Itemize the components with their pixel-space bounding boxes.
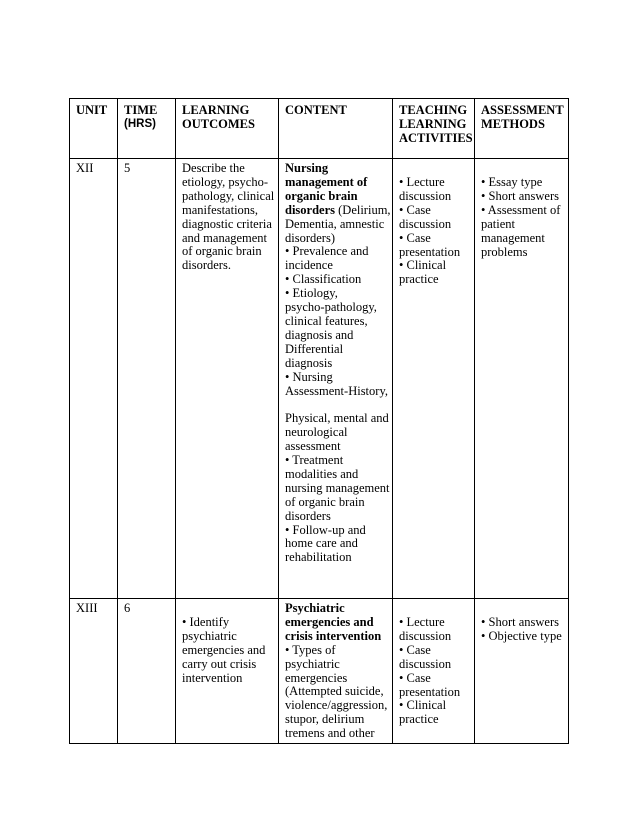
time-cell: 5 <box>117 158 175 598</box>
header-content: CONTENT <box>278 98 392 158</box>
unit-cell: XII <box>69 158 117 598</box>
unit-cell: XIII <box>69 598 117 744</box>
header-assessment-methods: ASSESSMENT METHODS <box>474 98 569 158</box>
time-cell: 6 <box>117 598 175 744</box>
content-cell: Nursing management of organic brain disorders (Delirium, Dementia, amnestic disorders) • Prevalence and incidence • Classification • Etiology, psycho-pathology, clinical features, diagnosis and Differential diagnosis • Nursing Assessment-History, Physical, mental and neurological assessment • Treatment modalities and nursing management of organic brain disorders • Follow-up and home care and rehabilitation <box>278 158 392 598</box>
content-cell: Psychiatric emergencies and crisis intervention • Types of psychiatric emergencies (Attempted suicide, violence/aggression, stupor, delirium tremens and other <box>278 598 392 744</box>
assessment-methods-cell: • Essay type • Short answers • Assessment of patient management problems <box>474 158 569 598</box>
learning-outcomes-cell: • Identify psychiatric emergencies and carry out crisis intervention <box>175 598 278 744</box>
table-row <box>69 598 569 744</box>
table-row <box>69 158 569 598</box>
teaching-activities-cell: • Lecture discussion • Case discussion • Case presentation • Clinical practice <box>392 158 474 598</box>
header-unit: UNIT <box>69 98 117 158</box>
header-time: TIME (HRS) <box>117 98 175 158</box>
header-learning-outcomes: LEARNING OUTCOMES <box>175 98 278 158</box>
assessment-methods-cell: • Short answers • Objective type <box>474 598 569 744</box>
syllabus-table <box>69 98 569 744</box>
header-teaching-learning-activities: TEACHING LEARNING ACTIVITIES <box>392 98 474 158</box>
teaching-activities-cell: • Lecture discussion • Case discussion • Case presentation • Clinical practice <box>392 598 474 744</box>
table-header-row <box>69 98 569 158</box>
learning-outcomes-cell: Describe the etiology, psycho- pathology, clinical manifestations, diagnostic criteria and management of organic brain disorders. <box>175 158 278 598</box>
